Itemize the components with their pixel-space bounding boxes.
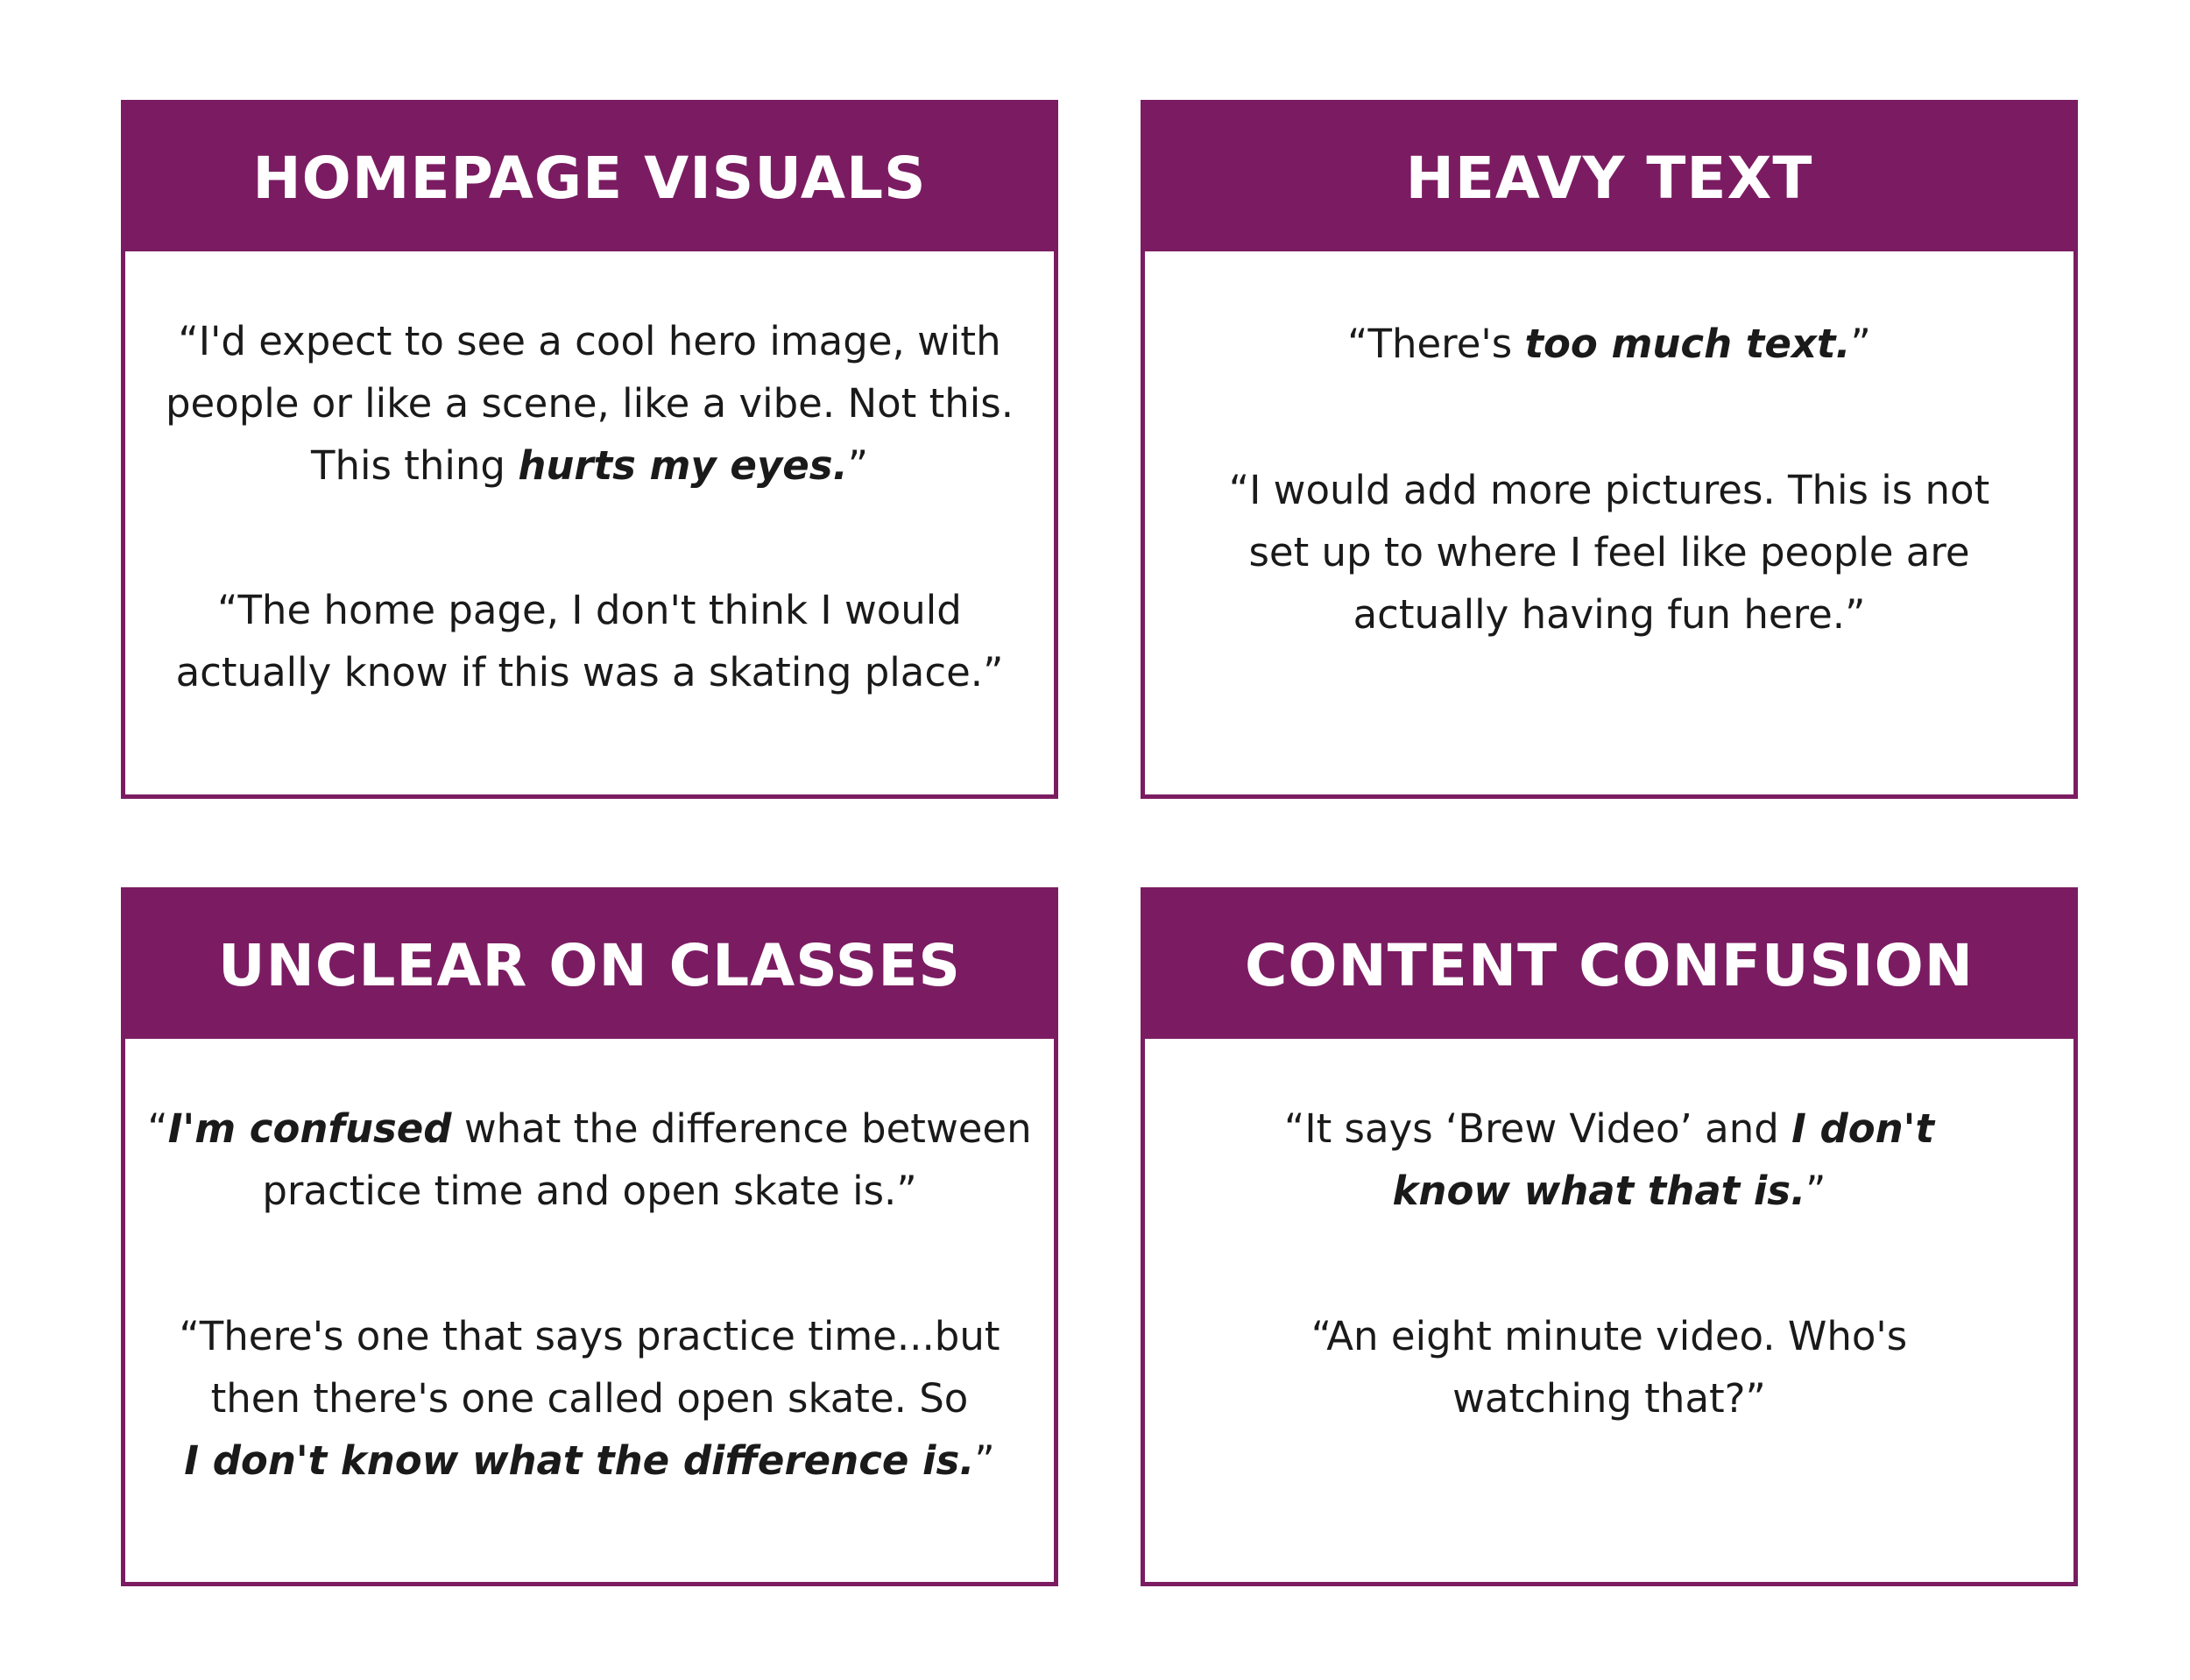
quote-line xyxy=(1145,313,2073,375)
quote xyxy=(125,1305,1054,1492)
card-title: UNCLEAR ON CLASSES xyxy=(218,931,961,999)
quote xyxy=(125,1098,1054,1222)
quote-line xyxy=(1145,1160,2073,1222)
card-header xyxy=(125,892,1054,1039)
card-title: HOMEPAGE VISUALS xyxy=(252,144,927,212)
quote-text: what the difference between xyxy=(451,1105,1032,1152)
quote xyxy=(1145,313,2073,375)
quote xyxy=(125,310,1054,497)
quote-text: “I would add more pictures. This is not xyxy=(1228,467,1990,513)
quote-text: ” xyxy=(847,442,869,489)
quote-text: “ xyxy=(147,1105,168,1152)
emphasized-text: I don't xyxy=(1791,1105,1934,1152)
quote-text: set up to where I feel like people are xyxy=(1248,529,1970,575)
quote-text: “There's xyxy=(1347,321,1525,367)
emphasized-text: too much text. xyxy=(1524,321,1851,367)
quote-line xyxy=(125,1429,1054,1492)
card-header xyxy=(1145,892,2073,1039)
quote-line xyxy=(1145,1305,2073,1367)
quote-text: “An eight minute video. Who's xyxy=(1310,1313,1908,1359)
quote-line xyxy=(1145,1367,2073,1429)
quote-text: ” xyxy=(974,1437,995,1484)
emphasized-text: I don't know what the difference is. xyxy=(184,1437,975,1484)
quote-text: “The home page, I don't think I would xyxy=(217,587,962,633)
quote-text: “I'd expect to see a cool hero image, with xyxy=(178,318,1001,364)
quote-line xyxy=(125,310,1054,372)
quote-text: This thing xyxy=(310,442,519,489)
card-heavy-text xyxy=(1141,100,2078,799)
quote-line xyxy=(1145,583,2073,646)
card-content-confusion xyxy=(1141,887,2078,1586)
quote-line xyxy=(125,1367,1054,1429)
quote-line xyxy=(125,1160,1054,1222)
quote-text: watching that?” xyxy=(1452,1375,1766,1422)
quote-line xyxy=(125,1098,1054,1160)
quote xyxy=(1145,1305,2073,1429)
card-header xyxy=(1145,104,2073,251)
quote-text: ” xyxy=(1805,1168,1826,1214)
quote-line xyxy=(125,1305,1054,1367)
quote-line xyxy=(125,434,1054,497)
quote-line xyxy=(1145,459,2073,521)
card-title: CONTENT CONFUSION xyxy=(1244,931,1974,999)
quote-text: actually know if this was a skating place.” xyxy=(175,649,1004,695)
emphasized-text: know what that is. xyxy=(1392,1168,1806,1214)
card-homepage-visuals xyxy=(121,100,1058,799)
quote-text: “It says ‘Brew Video’ and xyxy=(1284,1105,1792,1152)
quote-line xyxy=(1145,521,2073,583)
quote-text: people or like a scene, like a vibe. Not this. xyxy=(165,380,1014,427)
quote-line xyxy=(125,372,1054,434)
quote xyxy=(1145,459,2073,646)
emphasized-text: I'm confused xyxy=(167,1105,452,1152)
card-header xyxy=(125,104,1054,251)
quote-text: practice time and open skate is.” xyxy=(262,1168,917,1214)
quote-text: “There's one that says practice time...but xyxy=(179,1313,1000,1359)
card-unclear-on-classes xyxy=(121,887,1058,1586)
quote-line xyxy=(125,579,1054,641)
card-title: HEAVY TEXT xyxy=(1405,144,1813,212)
quote-line xyxy=(1145,1098,2073,1160)
quote-line xyxy=(125,641,1054,703)
quote-text: actually having fun here.” xyxy=(1353,591,1866,638)
quote xyxy=(1145,1098,2073,1222)
quote-text: ” xyxy=(1850,321,1871,367)
quote xyxy=(125,579,1054,703)
emphasized-text: hurts my eyes. xyxy=(518,442,848,489)
quote-text: then there's one called open skate. So xyxy=(210,1375,969,1422)
